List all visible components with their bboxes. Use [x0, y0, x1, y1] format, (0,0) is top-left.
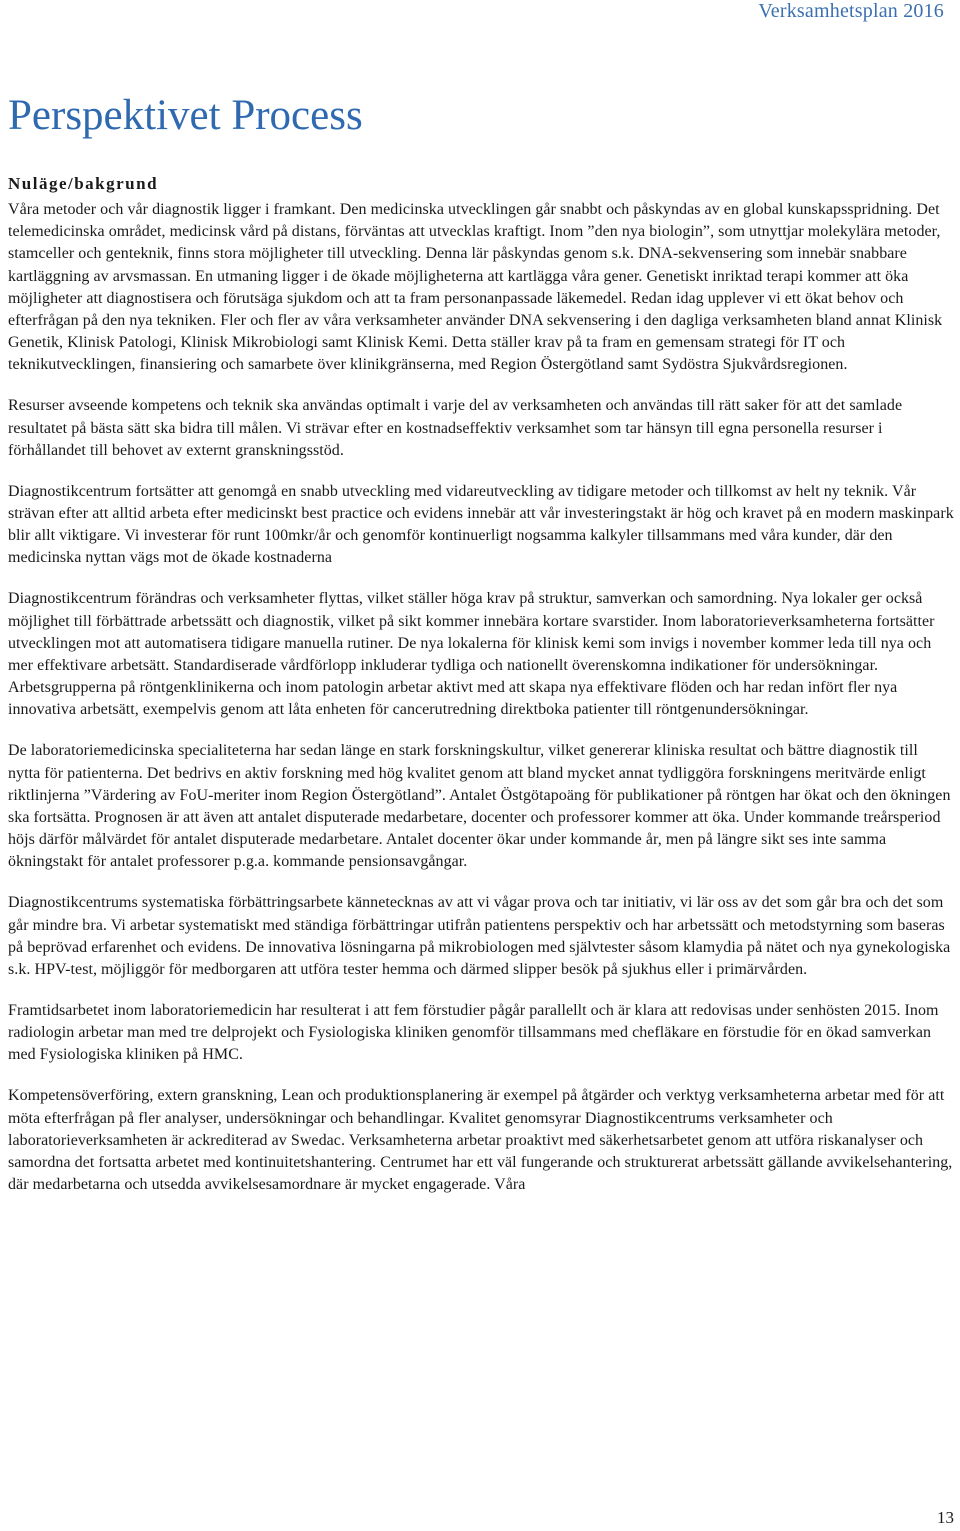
running-header: Verksamhetsplan 2016 — [758, 0, 944, 22]
page-title: Perspektivet Process — [8, 92, 363, 139]
body-text — [8, 199, 954, 1215]
paragraph-nulage: Våra metoder och vår diagnostik ligger i framkant. Den medicinska utvecklingen går snabbt och påskyndas av en global kunskapsspridning. Det telemedicinska området, medicinsk vård på distans, förväntas att utvecklas kraftigt. Inom ”den nya biologin”, som utnyttjar molekylära metoder, stamceller och genteknik, finns stora möjligheter till utveckling. Denna lär påskyndas genom s.k. DNA-sekvensering som innebär snabbare kartläggning av arvsmassan. En utmaning ligger i de ökade möjligheterna att kartlägga våra gener. Genetiskt inriktad terapi kommer att öka möjligheter att diagnostisera och förutsäga sjukdom och att ta fram personanpassade läkemedel. Redan idag upplever vi ett ökat behov och efterfrågan på den nya tekniken. Fler och fler av våra verksamheter använder DNA sekvensering i den dagliga verksamheten bland annat Klinisk Genetik, Klinisk Patologi, Klinisk Mikrobiologi samt Klinisk Kemi. Detta ställer krav på ta fram en gemensam strategi för IT och teknikutvecklingen, finansiering och samarbete över klinikgränserna, med Region Östergötland samt Sydöstra Sjukvårdsregionen. — [8, 201, 943, 374]
paragraph-forbattringsarbete: Diagnostikcentrums systematiska förbättringsarbete kännetecknas av att vi vågar prova och tar initiativ, vi lär oss av det som går bra och det som går mindre bra. Vi arbetar systematiskt med ständiga förbättringar utifrån patientens perspektiv och har arbetssätt och metodstyrning som baseras på beprövad erfarenhet och evidens. De innovativa lösningarna på mikrobiologen med självtester såsom klamydia på nätet och nya gynekologiska s.k. HPV-test, möjliggör för medborgaren att utföra tester hemma och därmed slipper besök på sjukhus eller i primärvården. — [8, 894, 951, 979]
paragraph-kompetens-kvalitet: Kompetensöverföring, extern granskning, Lean och produktionsplanering är exempel på åtgärder och verktyg verksamheterna arbetar med för att möta efterfrågan på fler analyser, undersökningar och behandlingar. Kvalitet genomsyrar Diagnostikcentrums verksamheter och laboratorieverksamheten är ackrediterad av Swedac. Verksamheterna arbetar proaktivt med säkerhetsarbetet genom att utföra riskanalyser och samordna det fortsatta arbetet med kontinuitetshantering. Centrumet har ett väl fungerande och strukturerat arbetssätt gällande avvikelsehantering, där medarbetarna och utsedda avvikelsesamordnare är mycket engagerade. Våra — [8, 1087, 953, 1194]
paragraph-forandringar: Diagnostikcentrum förändras och verksamheter flyttas, vilket ställer höga krav på struktur, samverkan och samordning. Nya lokaler ger också möjlighet till förbättrade arbetssätt och diagnostik, vilket på sikt kommer innebära kortare svarstider. Inom laboratorieverksamheterna fortsätter utvecklingen mot att automatisera tidigare manuella rutiner. De nya lokalerna för klinisk kemi som invigs i november kommer leda till nya och mer effektivare arbetsätt. Standardiserade vårdförlopp inkluderar tydliga och nationellt överenskomna indikationer för undersökningar. Arbetsgrupperna på röntgenklinikerna och inom patologin arbetar aktivt med att skapa nya effektivare flöden och har redan infört fler nya innovativa arbetsätt, exempelvis genom att låta enheten för cancerutredning direktboka patienter till röntgenundersökningar. — [8, 590, 935, 719]
paragraph-framtidsarbete: Framtidsarbetet inom laboratoriemedicin har resulterat i att fem förstudier pågår parallellt och är klara att redovisas under senhösten 2015. Inom radiologin arbetar man med tre delprojekt och Fysiologiska kliniken genomför tillsammans med chefläkare en förstudie för en ökad samverkan med Fysiologiska kliniken på HMC. — [8, 1002, 939, 1064]
paragraph-forskning: De laboratoriemedicinska specialiteterna har sedan länge en stark forskningskultur, vilket genererar kliniska resultat och bättre diagnostik till nytta för patienterna. Det bedrivs en aktiv forskning med hög kvalitet genom att bland mycket annat tydliggöra forskningens meritvärde enligt riktlinjerna ”Värdering av FoU-meriter inom Region Östergötland”. Antalet Östgötapoäng för publikationer på röntgen har ökat och den ökningen ska fortsätta. Prognosen är att även att antalet disputerade medarbetare, docenter och professorer kommer att öka. Under kommande treårsperiod höjs därför målvärdet för antalet disputerade medarbetare. Antalet docenter ökar under kommande år, men på längre sikt ses inte samma ökningstakt för antalet professorer p.g.a. kommande pensionsavgångar. — [8, 742, 951, 871]
page-number: 13 — [937, 1508, 954, 1527]
paragraph-investeringar: Diagnostikcentrum fortsätter att genomgå en snabb utveckling med vidareutveckling av tidigare metoder och tillkomst av helt ny teknik. Vår strävan efter att alltid arbeta efter medicinskt best practice och evidens innebär att vår investeringstakt är hög och kravet på en modern maskinpark blir allt viktigare. Vi investerar för runt 100mkr/år och genomför kontinuerligt nogsamma kalkyler tillsammans med våra kunder, där den medicinska nyttan vägs mot de ökade kostnaderna — [8, 482, 954, 567]
paragraph-resurser: Resurser avseende kompetens och teknik ska användas optimalt i varje del av verksamheten och användas till rätt saker för att det samlade resultatet på bästa sätt ska bidra till målen. Vi strävar efter en kostnadseffektiv verksamhet som tar hänsyn till egna personella resurser i förhållandet till behovet av externt granskningsstöd. — [8, 397, 903, 459]
section-heading: Nuläge/bakgrund — [8, 174, 159, 193]
